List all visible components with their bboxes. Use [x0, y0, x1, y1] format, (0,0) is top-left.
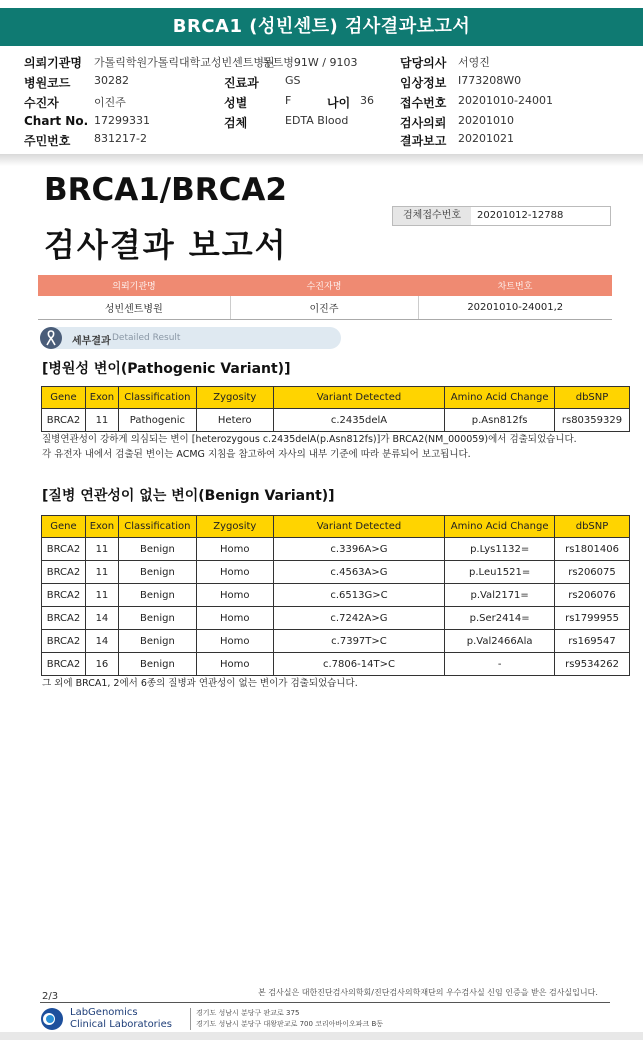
benign-table-cell: c.6513G>C [273, 584, 445, 607]
info-cell-chart: 20201010-24001,2 [418, 296, 612, 319]
institution-value: 가톨릭학원가톨릭대학교성빈센트병원 [94, 56, 275, 69]
specimen-number-box [392, 206, 611, 226]
pathogenic-table-cell: p.Asn812fs [445, 409, 555, 432]
benign-table-cell: p.Val2171= [445, 584, 555, 607]
pathogenic-table-cell: Hetero [196, 409, 273, 432]
info-header-institution: 의뢰기관명 [38, 275, 230, 296]
pathogenic-note-1: 질병연관성이 강하게 의심되는 변이 [heterozygous c.2435delA(p.Asn812fs)]가 BRCA2(NM_000059)에서 검출되었습니다. [42, 434, 577, 445]
dept-label: 진료과 [224, 76, 259, 90]
benign-table-cell: Benign [118, 584, 196, 607]
lab-name-line1: LabGenomics [70, 1007, 138, 1018]
request-info-table [38, 275, 612, 320]
benign-table-cell: c.3396A>G [273, 538, 445, 561]
benign-table-cell: rs1799955 [555, 607, 630, 630]
request-value: 20201010 [458, 114, 514, 127]
benign-table-header-cell: Amino Acid Change [445, 516, 555, 538]
specimen-number-value: 20201012-12788 [477, 210, 564, 221]
benign-heading: [질병 연관성이 없는 변이(Benign Variant)] [42, 488, 335, 504]
pathogenic-header-row [42, 387, 630, 409]
detailed-result-subtitle: Detailed Result [112, 333, 181, 343]
lab-address [190, 1008, 383, 1030]
benign-table-cell: c.7806-14T>C [273, 653, 445, 676]
benign-table-cell: BRCA2 [42, 653, 86, 676]
benign-table-cell: BRCA2 [42, 607, 86, 630]
benign-table-cell: rs206075 [555, 561, 630, 584]
benign-table-cell: - [445, 653, 555, 676]
benign-table-cell: Benign [118, 653, 196, 676]
benign-table-cell: 14 [85, 630, 118, 653]
pathogenic-table-row [42, 409, 630, 432]
pathogenic-table-cell: 11 [85, 409, 118, 432]
pathogenic-table-header-cell: Variant Detected [273, 387, 445, 409]
benign-table-cell: 16 [85, 653, 118, 676]
benign-table-cell: 11 [85, 561, 118, 584]
pathogenic-table-cell: c.2435delA [273, 409, 445, 432]
receipt-label: 접수번호 [400, 96, 447, 110]
clinical-info-label: 임상정보 [400, 76, 447, 90]
benign-table-cell: Homo [196, 584, 273, 607]
benign-table-header-cell: Classification [118, 516, 196, 538]
pathogenic-table-header-cell: dbSNP [555, 387, 630, 409]
detailed-result-title: 세부결과 [72, 336, 111, 347]
pathogenic-table [41, 386, 630, 432]
pathogenic-table-cell: rs80359329 [555, 409, 630, 432]
benign-table-cell: Homo [196, 538, 273, 561]
page-number: 2/3 [42, 991, 59, 1002]
pathogenic-table-cell: BRCA2 [42, 409, 86, 432]
footer-divider [40, 1002, 610, 1003]
pathogenic-table-header-cell: Zygosity [196, 387, 273, 409]
specimen-value: EDTA Blood [285, 114, 349, 127]
institution-label: 의뢰기관명 [24, 56, 82, 70]
lab-address-line2: 경기도 성남시 분당구 대왕판교로 700 코리아바이오파크 B동 [196, 1020, 384, 1028]
clinical-info-value: I773208W0 [458, 74, 522, 87]
info-cell-patient: 이진주 [230, 296, 418, 319]
benign-table-cell: BRCA2 [42, 584, 86, 607]
ribbon-icon [40, 327, 62, 349]
benign-table-cell: Homo [196, 607, 273, 630]
benign-table-cell: rs206076 [555, 584, 630, 607]
rrn-value: 831217-2 [94, 132, 147, 145]
benign-table-cell: BRCA2 [42, 630, 86, 653]
benign-table-row [42, 607, 630, 630]
benign-table-row [42, 653, 630, 676]
specimen-label: 검체 [224, 116, 248, 130]
benign-table-cell: p.Ser2414= [445, 607, 555, 630]
rrn-label: 주민번호 [24, 134, 71, 148]
benign-table-cell: Benign [118, 607, 196, 630]
benign-table-row [42, 630, 630, 653]
pathogenic-table-header-cell: Exon [85, 387, 118, 409]
report-banner-title: BRCA1 (성빈센트) 검사결과보고서 [0, 8, 643, 46]
benign-table-header-cell: Exon [85, 516, 118, 538]
benign-table-header-cell: Variant Detected [273, 516, 445, 538]
benign-table-header-cell: dbSNP [555, 516, 630, 538]
benign-table-cell: Homo [196, 561, 273, 584]
benign-table-cell: 11 [85, 538, 118, 561]
labgenomics-logo-icon [40, 1007, 64, 1031]
benign-table-header-cell: Gene [42, 516, 86, 538]
info-header-patient: 수진자명 [230, 275, 418, 296]
benign-table-cell: Homo [196, 653, 273, 676]
benign-table-row [42, 584, 630, 607]
ward-value: 동트병91W / 9103 [262, 56, 358, 69]
benign-table-row [42, 538, 630, 561]
benign-table-cell: rs1801406 [555, 538, 630, 561]
receipt-value: 20201010-24001 [458, 94, 553, 107]
lab-name-line2: Clinical Laboratories [70, 1019, 172, 1030]
benign-table-cell: c.7242A>G [273, 607, 445, 630]
dept-value: GS [285, 74, 301, 87]
benign-table-cell: c.4563A>G [273, 561, 445, 584]
patient-label: 수진자 [24, 96, 59, 110]
specimen-number-label: 검체접수번호 [393, 207, 471, 225]
benign-table-cell: rs9534262 [555, 653, 630, 676]
benign-table-cell: rs169547 [555, 630, 630, 653]
report-title-line2: 검사결과 보고서 [44, 226, 288, 264]
pathogenic-table-header-cell: Gene [42, 387, 86, 409]
benign-table-cell: 11 [85, 584, 118, 607]
page-bottom-bar [0, 1032, 643, 1040]
doctor-label: 담당의사 [400, 56, 447, 70]
age-value: 36 [360, 94, 374, 107]
pathogenic-table-cell: Pathogenic [118, 409, 196, 432]
benign-table-cell: BRCA2 [42, 538, 86, 561]
benign-table-cell: Homo [196, 630, 273, 653]
info-header-chart: 차트번호 [418, 275, 612, 296]
benign-table-row [42, 561, 630, 584]
age-label: 나이 [327, 96, 351, 110]
benign-table-header-cell: Zygosity [196, 516, 273, 538]
benign-table-cell: BRCA2 [42, 561, 86, 584]
pathogenic-table-header-cell: Amino Acid Change [445, 387, 555, 409]
lab-address-line1: 경기도 성남시 분당구 판교로 375 [196, 1009, 300, 1017]
benign-table-cell: p.Lys1132= [445, 538, 555, 561]
lab-name [70, 1007, 172, 1031]
benign-table-cell: Benign [118, 561, 196, 584]
sex-value: F [285, 94, 292, 107]
benign-table [41, 515, 630, 676]
benign-table-cell: 14 [85, 607, 118, 630]
doctor-value: 서영진 [458, 56, 490, 69]
header-divider [0, 154, 643, 166]
info-cell-institution: 성빈센트병원 [38, 296, 230, 319]
chart-no-label: Chart No. [24, 114, 89, 128]
benign-table-cell: Benign [118, 538, 196, 561]
hospital-code-label: 병원코드 [24, 76, 71, 90]
detailed-result-pill [40, 327, 341, 349]
report-date-value: 20201021 [458, 132, 514, 145]
request-label: 검사의뢰 [400, 116, 447, 130]
benign-note: 그 외에 BRCA1, 2에서 6종의 질병과 연관성이 없는 변이가 검출되었습니다. [42, 678, 358, 689]
report-title-line1: BRCA1/BRCA2 [44, 172, 287, 208]
benign-table-cell: Benign [118, 630, 196, 653]
hospital-code-value: 30282 [94, 74, 129, 87]
benign-table-cell: c.7397T>C [273, 630, 445, 653]
patient-value: 이진주 [94, 96, 126, 109]
benign-header-row [42, 516, 630, 538]
pathogenic-note-2: 각 유전자 내에서 검출된 변이는 ACMG 지침을 참고하여 자사의 내부 기준에 따라 분류되어 보고됩니다. [42, 449, 471, 460]
pathogenic-table-header-cell: Classification [118, 387, 196, 409]
chart-no-value: 17299331 [94, 114, 150, 127]
benign-table-cell: p.Leu1521= [445, 561, 555, 584]
report-date-label: 결과보고 [400, 134, 447, 148]
pathogenic-heading: [병원성 변이(Pathogenic Variant)] [42, 361, 291, 377]
sex-label: 성별 [224, 96, 248, 110]
benign-table-cell: p.Val2466Ala [445, 630, 555, 653]
certification-note: 본 검사실은 대한진단검사의학회/진단검사의학재단의 우수검사실 신임 인증을 받은 검사실입니다. [258, 988, 598, 997]
